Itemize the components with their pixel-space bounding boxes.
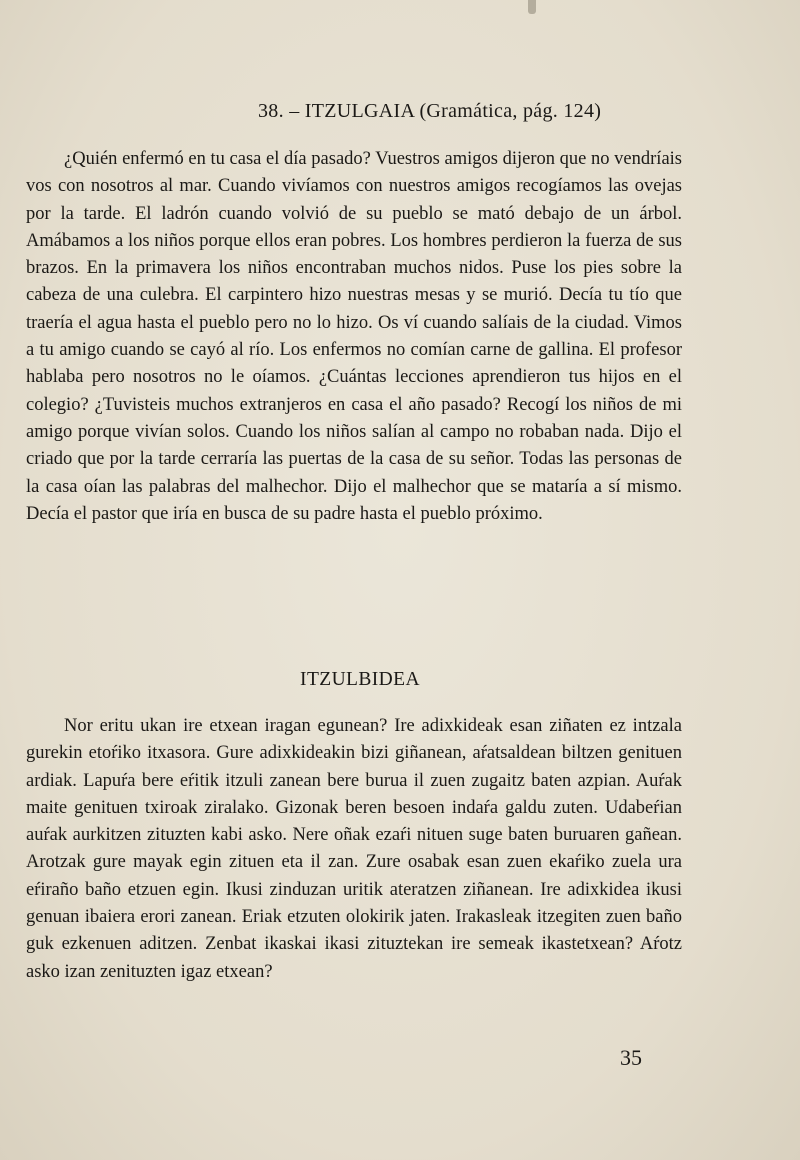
section-title: ITZULBIDEA <box>300 669 420 690</box>
page-edge-mark <box>528 0 536 14</box>
spanish-exercise-paragraph: ¿Quién enfermó en tu casa el día pasado? Vuestros amigos dijeron que no vendríais vos con nosotros al mar. Cuando vivíamos con nuestros amigos recogíamos las ovejas por la tarde. El ladrón cuando volvió de su pueblo se mató debajo de un árbol. Amábamos a los niños porque ellos eran pobres. Los hombres perdieron la fuerza de sus brazos. En la primavera los niños encontraban muchos nidos. Puse los pies sobre la cabeza de una culebra. El carpintero hizo nuestras mesas y se murió. Decía tu tío que traería el agua hasta el pueblo pero no lo hizo. Os ví cuando salíais de la ciudad. Vimos a tu amigo cuando se cayó al río. Los enfermos no comían carne de gallina. El profesor hablaba pero nosotros no le oíamos. ¿Cuántas lecciones aprendieron tus hijos en el colegio? ¿Tuvisteis muchos extranjeros en casa el año pasado? Recogí los niños de mi amigo porque vivían solos. Cuando los niños salían al campo no robaban nada. Dijo el criado que por la tarde cerraría las puertas de la casa de su señor. Todas las personas de la casa oían las palabras del malhechor. Dijo el malhechor que se mataría a sí mismo. Decía el pastor que iría en busca de su padre hasta el pueblo próximo. <box>26 149 682 524</box>
exercise-heading: 38. – ITZULGAIA (Gramática, pág. 124) <box>258 100 602 122</box>
basque-translation-paragraph: Nor eritu ukan ire etxean iragan egunean? Ire adixkideak esan ziñaten ez intzala gurekin etoŕiko itxasora. Gure adixkideakin bizi giñanean, aŕatsaldean biltzen genituen ardiak. Lapuŕa bere eŕitik itzuli zanean bere burua il zuen zugaitz baten azpian. Auŕak maite genituen txiroak ziralako. Gizonak beren besoen indaŕa galdu zuten. Udabeŕian auŕak aurkitzen zituzten kabi asko. Nere oñak ezaŕi nituen suge baten buruaren gañean. Arotzak gure mayak egin zituen eta il zan. Zure osabak esan zuen ekaŕiko zuela ura eŕiraño baño etzuen egin. Ikusi zinduzan uritik ateratzen ziñanean. Ire adixkidea ikusi genuan ibaiera erori zanean. Eriak etzuten olokirik jaten. Irakasleak itzegiten zuen baño guk ezkenuen aditzen. Zenbat ikaskai ikasi zituztekan ire semeak ikastetxean? Aŕotz asko izan zenituzten igaz etxean? <box>26 716 682 982</box>
page-number: 35 <box>620 1045 642 1070</box>
